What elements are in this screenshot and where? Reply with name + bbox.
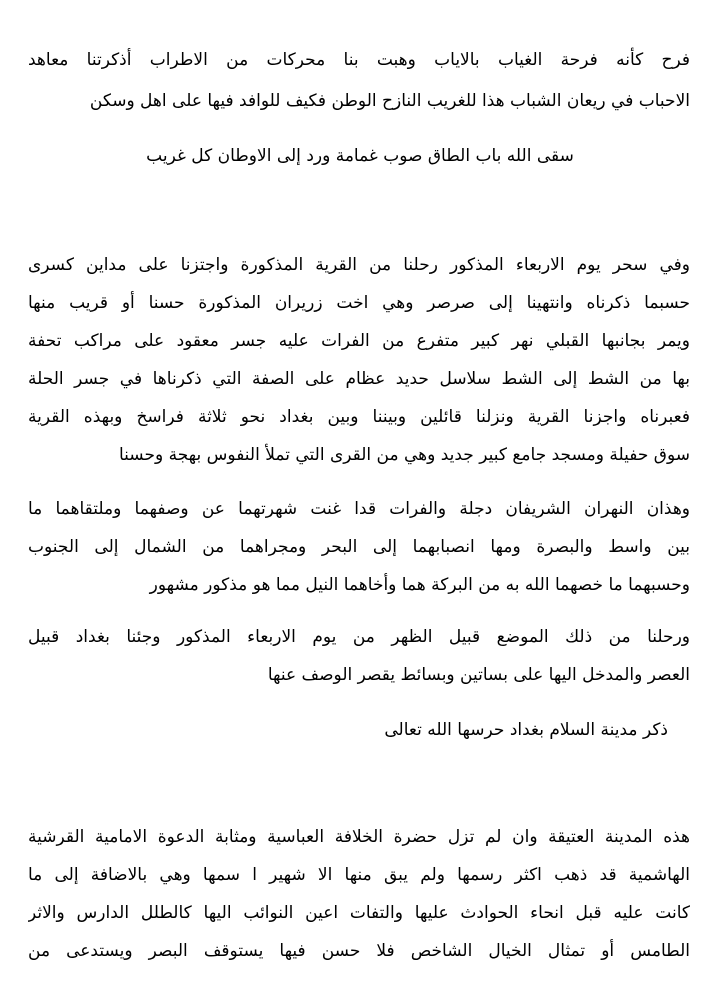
section-heading: ذكر مدينة السلام بغداد حرسها الله تعالى xyxy=(384,720,668,740)
paragraph-2-line: وحسبهما ما خصهما الله به من البركة هما وأخاهما النيل مما هو مذكور مشهور xyxy=(149,575,690,595)
paragraph-1-line: بها من الشط إلى الشط سلاسل حديد عظام على الصفة التي ذكرناها في جسر الحلة xyxy=(28,369,690,389)
paragraph-4-line: هذه المدينة العتيقة وان لم تزل حضرة الخلافة العباسية ومثابة الدعوة الامامية القرشية xyxy=(28,827,690,847)
paragraph-4-line: الطامس أو تمثال الخيال الشاخص فلا حسن فيها يستوقف البصر ويستدعى من xyxy=(28,941,690,961)
paragraph-4-line: الهاشمية قد ذهب اكثر رسمها ولم يبق منها الا شهير ا سمها وهي بالاضافة إلى ما xyxy=(28,865,690,885)
paragraph-3-line: العصر والمدخل اليها على بساتين وبسائط يقصر الوصف عنها xyxy=(267,665,690,685)
paragraph-2-line: بين واسط والبصرة ومها انصبابهما إلى البحر ومجراهما من الشمال إلى الجنوب xyxy=(28,537,690,557)
intro-line: الاحباب في ريعان الشباب هذا للغريب النازح الوطن فكيف للوافد فيها على اهل وسكن xyxy=(89,91,690,111)
poetry-verse: سقى الله باب الطاق صوب غمامة ورد إلى الاوطان كل غريب xyxy=(146,146,574,166)
paragraph-1-line: سوق حفيلة ومسجد جامع كبير جديد وهي من القرى التي تملأ النفوس بهجة وحسنا xyxy=(119,445,690,465)
intro-line: فرح كأنه فرحة الغياب بالاياب وهبت بنا محركات من الاطراب أذكرتنا معاهد xyxy=(28,50,690,70)
paragraph-3-line: ورحلنا من ذلك الموضع قبيل الظهر من يوم الاربعاء المذكور وجئنا بغداد قبيل xyxy=(28,627,690,647)
paragraph-4-line: كانت عليه قبل انحاء الحوادث عليها والتفات اعين النوائب اليها كالطلل الدارس والاثر xyxy=(28,903,690,923)
paragraph-1-line: حسبما ذكرناه وانتهينا إلى صرصر وهي اخت زريران المذكورة حسنا أو قريب منها xyxy=(28,293,690,313)
paragraph-2-line: وهذان النهران الشريفان دجلة والفرات قدا غنت شهرتهما عن وصفهما وملتقاهما ما xyxy=(28,499,690,519)
paragraph-1-line: ويمر بجانبها القبلي نهر كبير متفرع من الفرات عليه جسر معقود على مراكب تحفة xyxy=(28,331,690,351)
paragraph-1-line: وفي سحر يوم الاربعاء المذكور رحلنا من القرية المذكورة واجتزنا على مداين كسرى xyxy=(28,255,690,275)
paragraph-1-line: فعبرناه واجزنا القرية ونزلنا قائلين وبيننا وبين بغداد نحو ثلاثة فراسخ وبهذه القرية xyxy=(28,407,690,427)
